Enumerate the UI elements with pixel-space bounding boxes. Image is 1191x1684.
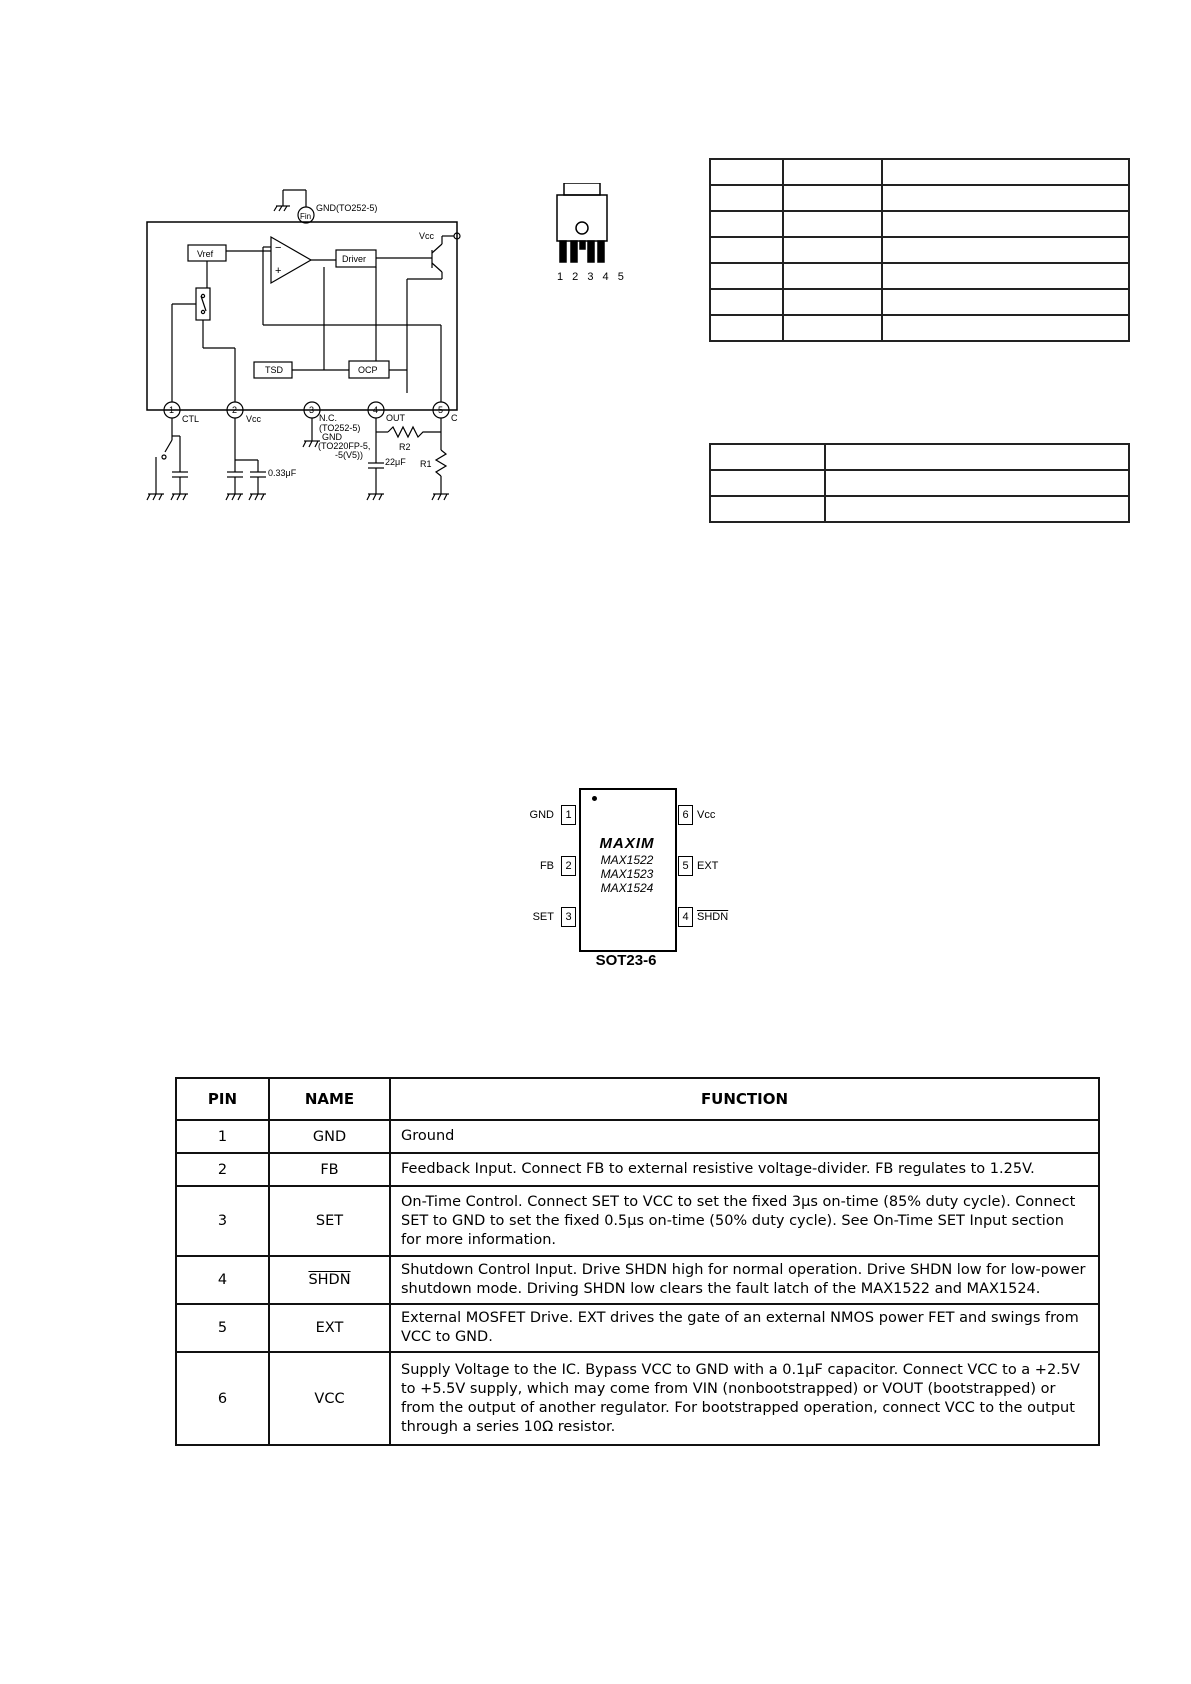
table-row xyxy=(710,185,1129,211)
name-cell: VCC xyxy=(269,1352,390,1445)
vref-label: Vref xyxy=(197,249,214,259)
cap-out-label: 22μF xyxy=(385,457,406,467)
pin3-num: 3 xyxy=(309,405,315,415)
table-row xyxy=(710,263,1129,289)
part-number: MAX1522 xyxy=(600,853,654,867)
table-row xyxy=(176,1186,1099,1256)
table-header-row xyxy=(176,1078,1099,1120)
table-row xyxy=(710,496,1129,522)
r2-label: R2 xyxy=(399,442,411,452)
opamp-minus: − xyxy=(275,242,282,254)
part-number: MAX1523 xyxy=(600,867,654,881)
pin-label-shdn: SHDN xyxy=(697,911,729,923)
pin-cell: 1 xyxy=(176,1120,269,1153)
pin1-dot xyxy=(592,796,597,801)
r1-label: R1 xyxy=(420,459,432,469)
name-cell: SHDN xyxy=(269,1256,390,1304)
pin-cell: 6 xyxy=(176,1352,269,1445)
pin-cell: 2 xyxy=(176,1153,269,1186)
tsd-label: TSD xyxy=(265,365,283,375)
pin-cell: 5 xyxy=(176,1304,269,1352)
cap-in-label: 0.33μF xyxy=(268,468,297,478)
function-cell: Ground xyxy=(390,1120,1099,1153)
name-cell: EXT xyxy=(269,1304,390,1352)
table-row xyxy=(710,470,1129,496)
pin-cell: 4 xyxy=(176,1256,269,1304)
nc-pkg-label: (TO252-5) xyxy=(319,423,361,433)
pin-label-vcc: Vcc xyxy=(697,809,716,821)
header-function: FUNCTION xyxy=(390,1078,1099,1120)
ocp-label: OCP xyxy=(358,365,378,375)
pin2-num: 2 xyxy=(232,405,238,415)
gnd-label: GND xyxy=(322,432,342,442)
function-cell: Feedback Input. Connect FB to external resistive voltage-divider. FB regulates to 1.25V. xyxy=(390,1153,1099,1186)
pin-label-fb: FB xyxy=(539,860,554,872)
table-row xyxy=(710,444,1129,470)
sot23-pinout xyxy=(520,780,740,980)
driver-label: Driver xyxy=(342,254,366,264)
part-number: MAX1524 xyxy=(600,881,654,895)
function-cell: External MOSFET Drive. EXT drives the gate of an external NMOS power FET and swings from VCC to GND. xyxy=(390,1304,1099,1352)
table-row xyxy=(176,1120,1099,1153)
pin-label-ext: EXT xyxy=(697,860,719,872)
pin-box: 6 xyxy=(678,805,693,825)
pin-box: 2 xyxy=(561,856,576,876)
name-cell: SET xyxy=(269,1186,390,1256)
opamp-plus: + xyxy=(275,265,282,277)
table-row xyxy=(176,1304,1099,1352)
table-row xyxy=(710,289,1129,315)
table-row xyxy=(710,211,1129,237)
pin-label-gnd: GND xyxy=(529,809,554,821)
header-pin: PIN xyxy=(176,1078,269,1120)
table-row xyxy=(710,237,1129,263)
table-row xyxy=(710,159,1129,185)
table-row xyxy=(176,1352,1099,1445)
function-cell: Shutdown Control Input. Drive SHDN high for normal operation. Drive SHDN low for low-power shutdown mode. Driving SHDN low clears the fault latch of the MAX1522 and MAX1524. xyxy=(390,1256,1099,1304)
pin-box: 4 xyxy=(678,907,693,927)
pin-box: 1 xyxy=(561,805,576,825)
package-label: SOT23-6 xyxy=(595,952,657,969)
nc-label: N.C. xyxy=(319,413,337,423)
maxim-logo: MAXIM xyxy=(599,835,655,852)
ctl-label: CTL xyxy=(182,414,200,424)
c-label: C xyxy=(451,413,458,423)
vcc-top-label: Vcc xyxy=(419,231,435,241)
header-name: NAME xyxy=(269,1078,390,1120)
package-pin-numbers: 1 2 3 4 5 xyxy=(557,271,627,283)
pin-box: 3 xyxy=(561,907,576,927)
table-row xyxy=(710,315,1129,341)
blank-table-middle xyxy=(709,443,1130,523)
out-label: OUT xyxy=(386,413,405,423)
pin-label-set: SET xyxy=(532,911,554,923)
table-row xyxy=(176,1153,1099,1186)
vcc-pin-label: Vcc xyxy=(246,414,262,424)
name-cell: GND xyxy=(269,1120,390,1153)
gnd-pkg-label: (TO220FP-5, xyxy=(318,441,371,451)
pin-cell: 3 xyxy=(176,1186,269,1256)
gnd-pkg2-label: -5(V5)) xyxy=(335,450,364,460)
fin-label: Fin xyxy=(300,212,312,221)
pin4-num: 4 xyxy=(373,405,379,415)
pin-function-table xyxy=(175,1077,1100,1446)
function-cell: On-Time Control. Connect SET to VCC to set the fixed 3μs on-time (85% duty cycle). Connect SET to GND to set the fixed 0.5μs on-time (50% duty cycle). See On-Time SET Input section for more information. xyxy=(390,1186,1099,1256)
name-cell: FB xyxy=(269,1153,390,1186)
blank-table-top xyxy=(709,158,1130,342)
regulator-block-diagram xyxy=(140,180,490,510)
pin5-num: 5 xyxy=(438,405,444,415)
pin1-num: 1 xyxy=(169,405,175,415)
pin-box: 5 xyxy=(678,856,693,876)
function-cell: Supply Voltage to the IC. Bypass VCC to GND with a 0.1μF capacitor. Connect VCC to a +2.5V to +5.5V supply, which may come from VIN (nonbootstrapped) or VOUT (bootstrapped) or from the output of another regulator. For bootstrapped operation, connect VCC to the output through a series 10Ω resistor. xyxy=(390,1352,1099,1445)
gnd-fin-label: GND(TO252-5) xyxy=(316,203,378,213)
table-row xyxy=(176,1256,1099,1304)
